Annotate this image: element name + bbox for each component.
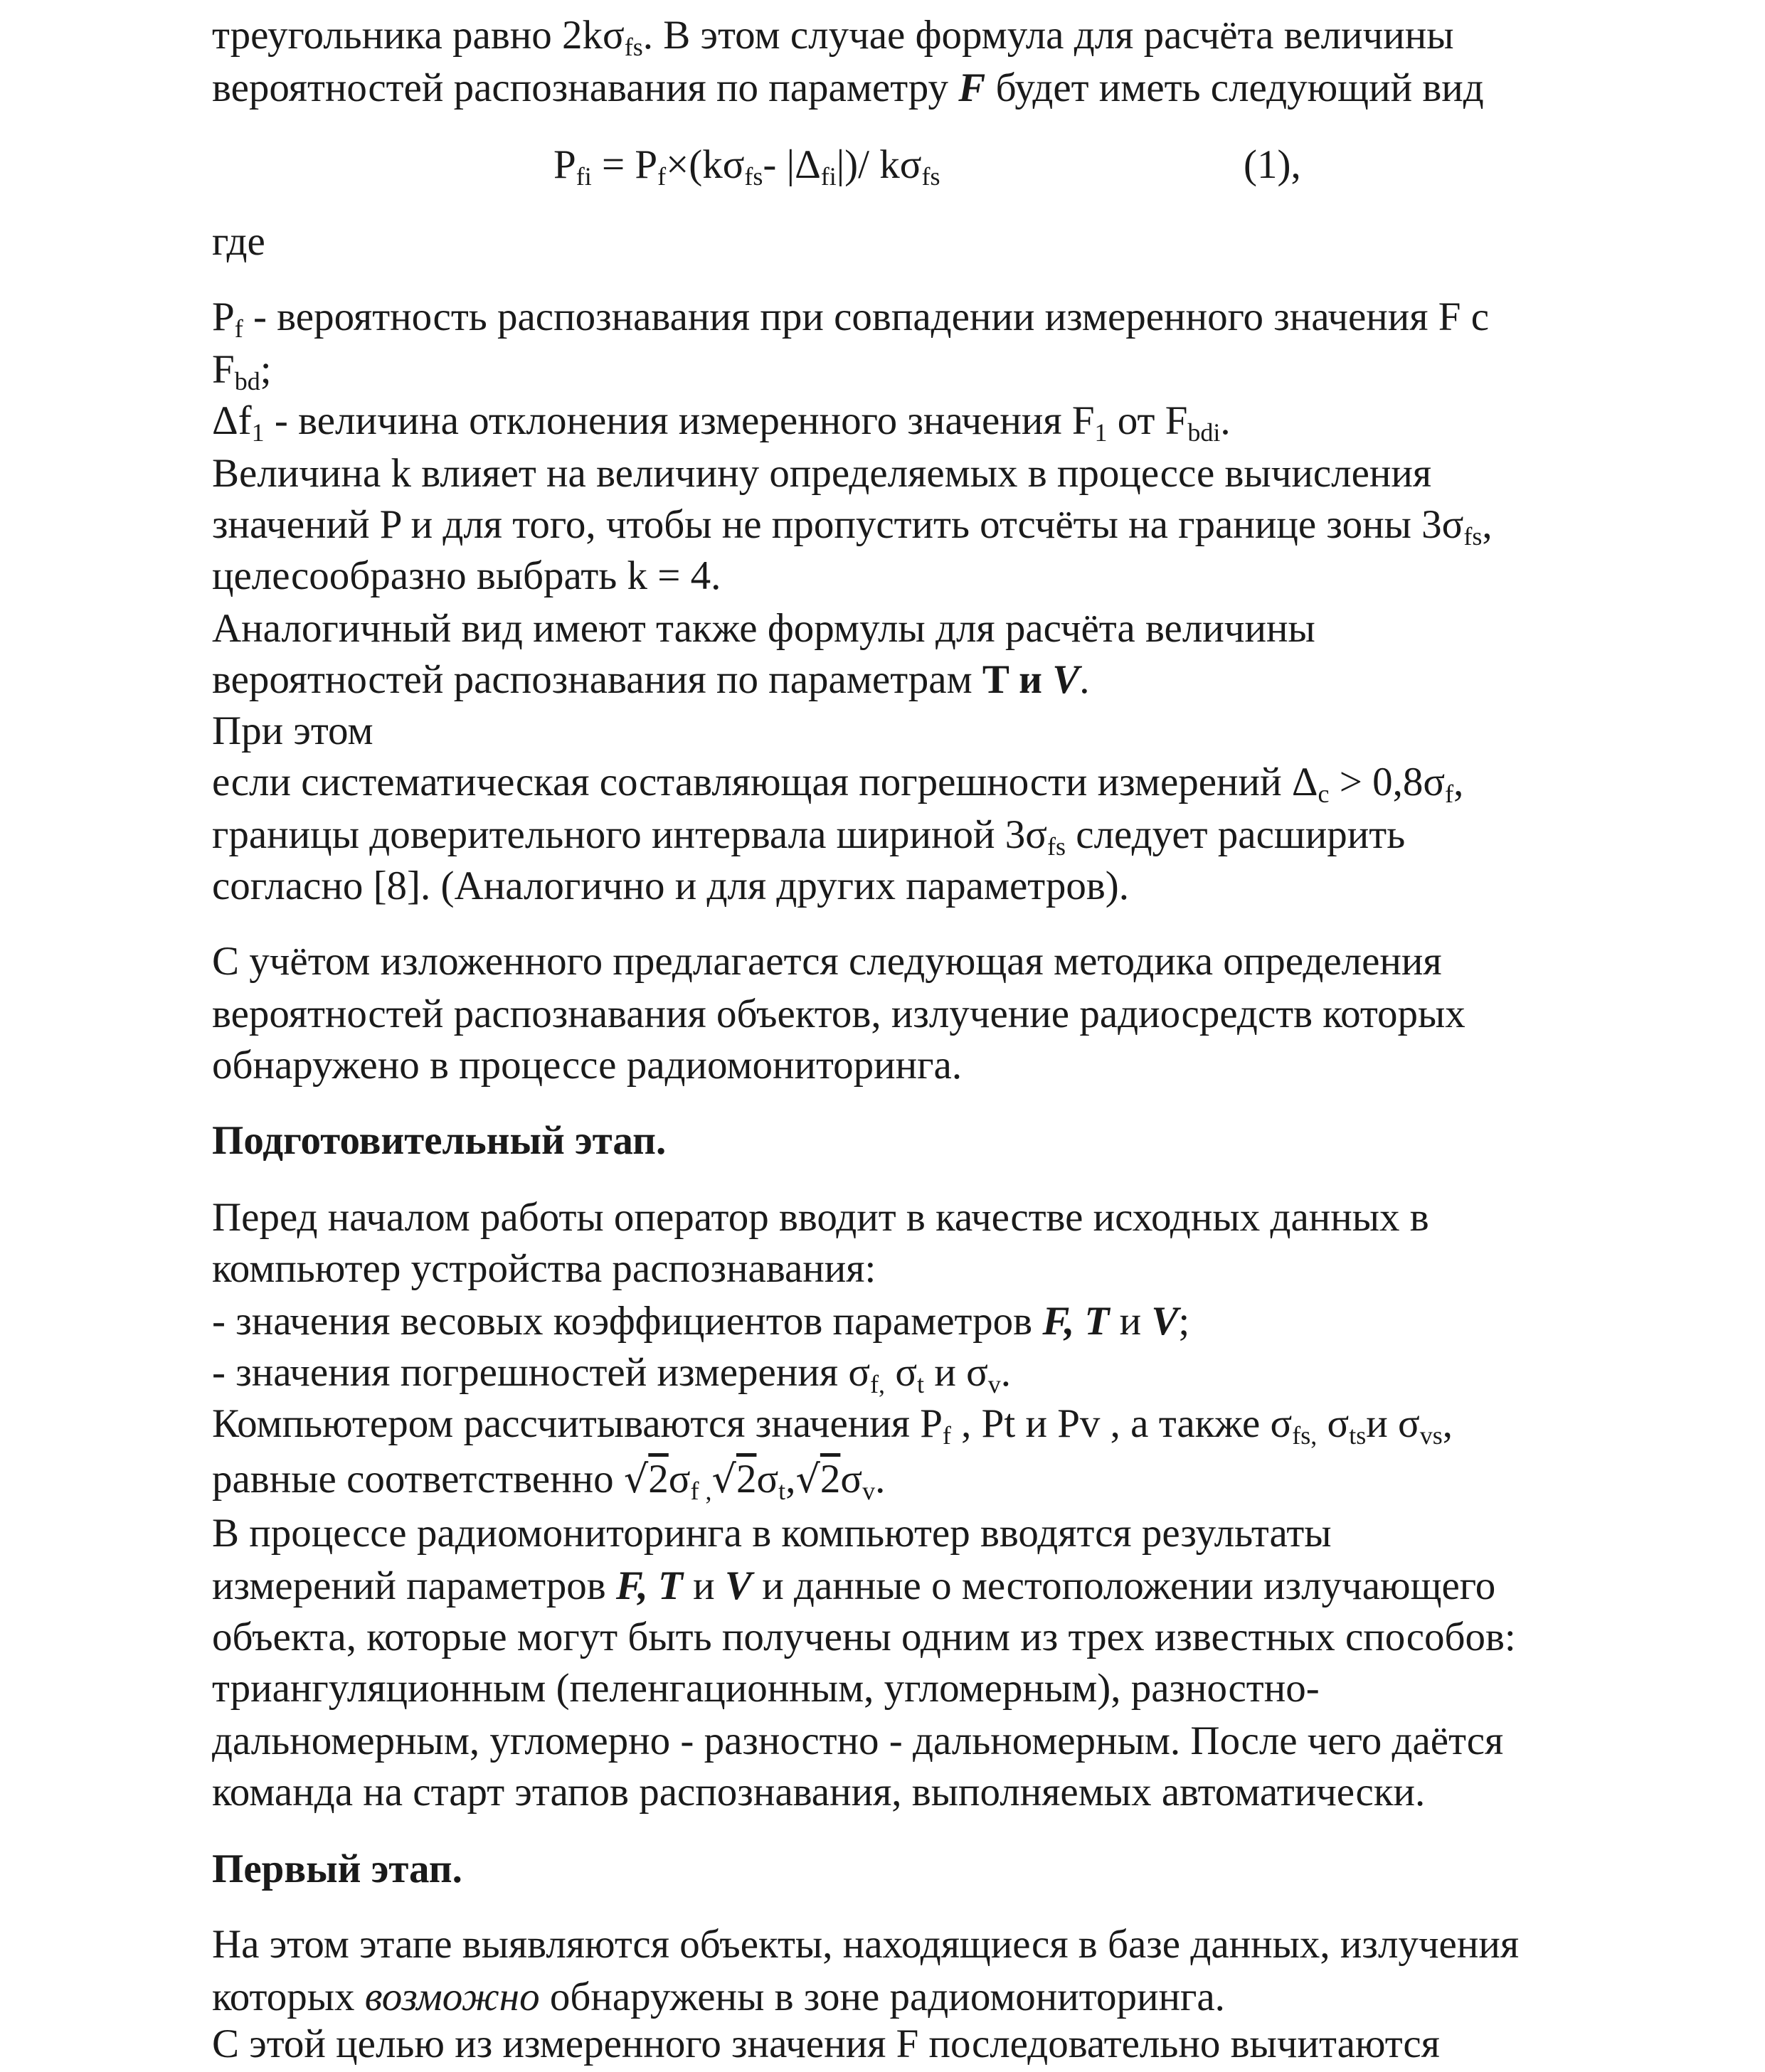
text-line: где [212,219,265,264]
formula-number: (1), [1244,142,1301,187]
text-line: если систематическая составляющая погрешности измерений $\Delta_c > 0,8\sigma_f$, [212,760,1464,808]
text-line: С этой целью из измеренного значения F последовательно вычитаются [212,2021,1440,2066]
list-item: - значения погрешностей измерения $\sigma_{f,}$ $\sigma_t$ и $\sigma_v$. [212,1350,1012,1398]
text-line: дальномерным, угломерно - разностно - дальномерным. После чего даётся [212,1718,1504,1763]
text-line: целесообразно выбрать k = 4. [212,553,721,598]
text-line: Перед началом работы оператор вводит в качестве исходных данных в [212,1195,1429,1240]
text-line: На этом этапе выявляются объекты, находящиеся в базе данных, излучения [212,1922,1520,1967]
text-line: С учётом изложенного предлагается следующая методика определения [212,939,1442,984]
text-line: которых возможно обнаружены в зоне радиомониторинга. [212,1975,1225,2019]
text-line: Аналогичный вид имеют также формулы для расчёта величины [212,606,1315,651]
text-line: При этом [212,708,373,753]
text-line: обнаружено в процессе радиомониторинга. [212,1043,963,1088]
definition-fbd: $F_{bd}$; [212,347,272,395]
text-line: компьютер устройства распознавания: [212,1246,876,1291]
text-line: объекта, которые могут быть получены одним из трех известных способов: [212,1615,1516,1659]
sqrt-sign: √ [623,1457,649,1502]
definition-pf: $P_f$ - вероятность распознавания при совпадении измеренного значения F с [212,294,1490,343]
sqrt-sign: √ [795,1457,820,1502]
text-line: согласно [8]. (Аналогично и для других параметров). [212,864,1130,908]
text-line: равные соответственно $√2\sigma_{f ,}√2\sigma_t,√2\sigma_v$. [212,1457,886,1505]
text-line: В процессе радиомониторинга в компьютер вводятся результаты [212,1511,1332,1556]
text-line: триангуляционным (пеленгационным, угломерным), разностно- [212,1666,1320,1711]
heading-preparatory-stage: Подготовительный этап. [212,1118,667,1163]
definition-df: $\Delta f_1$ - величина отклонения измеренного значения $F_1$ от $F_{bdi}$. [212,398,1231,447]
text-line: измерений параметров F, T и V и данные о местоположении излучающего [212,1563,1496,1608]
text-line: вероятностей распознавания по параметрам T и V. [212,657,1090,702]
text-line: границы доверительного интервала шириной $3\sigma_{fs}$ следует расширить [212,812,1406,861]
text-line: значений P и для того, чтобы не пропустить отсчёты на границе зоны $3\sigma_{fs}$, [212,502,1493,551]
sqrt-sign: √ [711,1457,736,1502]
formula-1: $P_{fi} = P_f\times(k\sigma_{fs}-$ $|\Delta_{fi}|)/$ $k\sigma_{fs}$ [553,142,940,191]
list-item: - значения весовых коэффициентов параметров F, T и V; [212,1299,1190,1344]
text-line: Величина k влияет на величину определяемых в процессе вычисления [212,451,1432,496]
text-line: вероятностей распознавания по параметру F будет иметь следующий вид [212,65,1484,110]
heading-first-stage: Первый этап. [212,1847,462,1891]
text-line: вероятностей распознавания объектов, излучение радиосредств которых [212,992,1465,1036]
text-line: команда на старт этапов распознавания, выполняемых автоматически. [212,1770,1426,1815]
text-line: треугольника равно $2k\sigma_{fs}$. В этом случае формула для расчёта величины [212,13,1454,61]
text-line: Компьютером рассчитываются значения $P_f$ , Pt и Pv , а также $\sigma_{fs,}$ $\sigma_{ts}и$ $\sigma_{vs}$, [212,1401,1453,1450]
